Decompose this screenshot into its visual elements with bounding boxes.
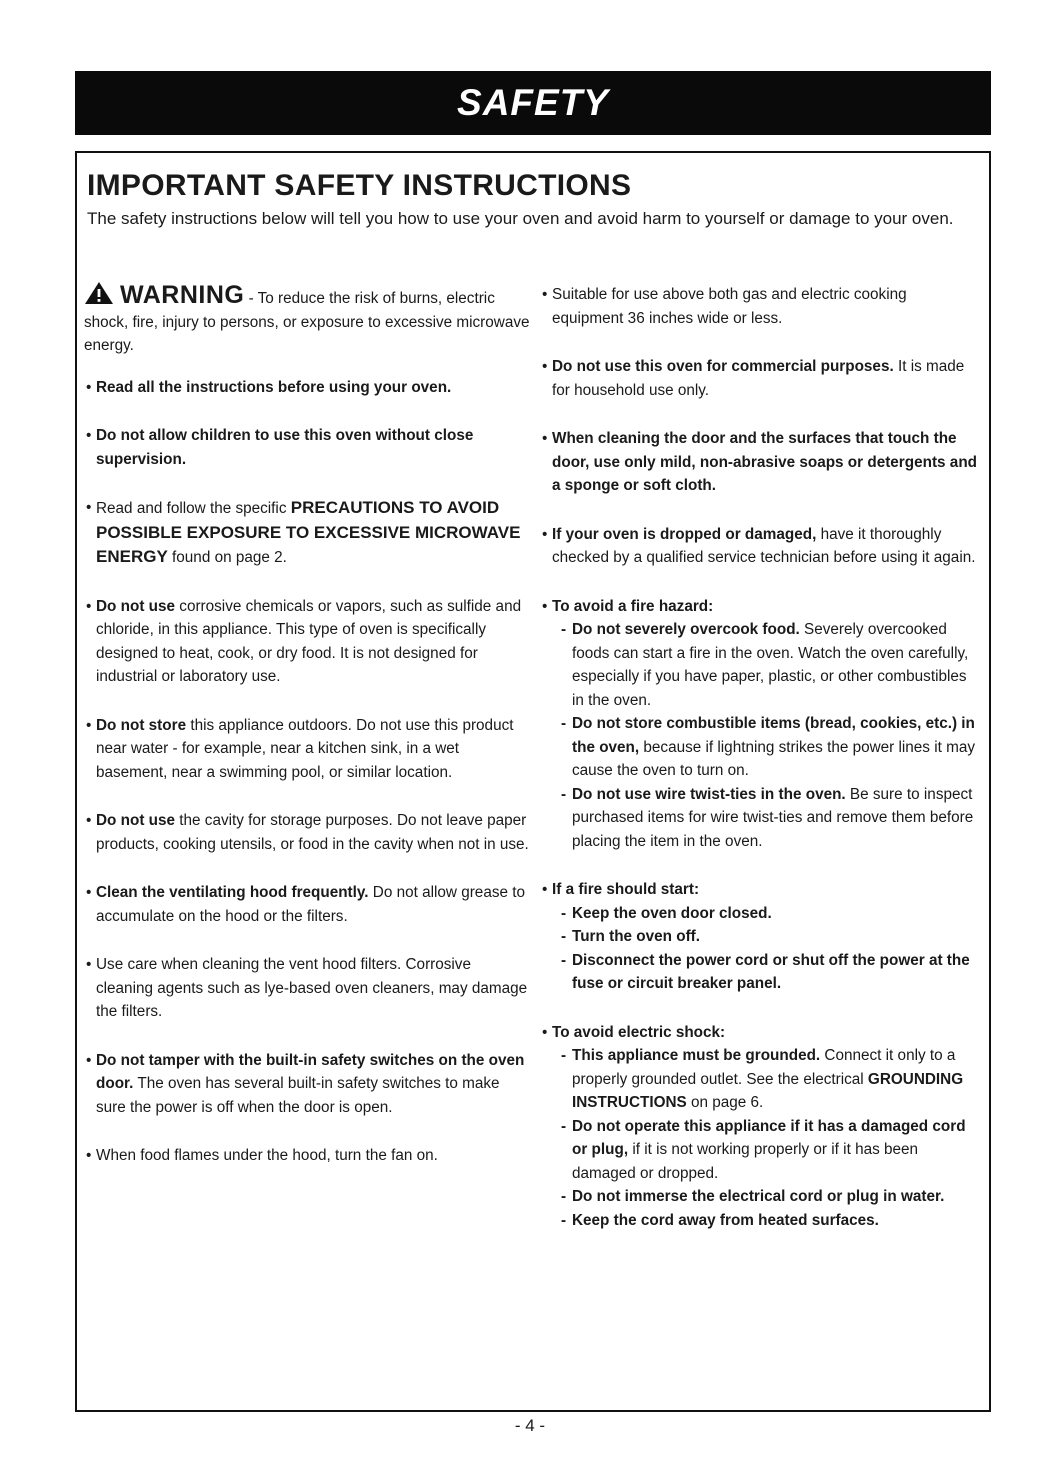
banner-title: SAFETY <box>457 82 609 123</box>
page-title: IMPORTANT SAFETY INSTRUCTIONS <box>87 169 632 202</box>
warning-word: WARNING <box>120 281 245 309</box>
warning-block <box>84 281 530 358</box>
fire-start-section <box>540 878 982 996</box>
sub-item: - Do not immerse the electrical cord or plug in water. <box>552 1185 982 1209</box>
list-item: • When cleaning the door and the surfaces that touch the door, use only mild, non-abrasive soaps or detergents and a sponge or soft cloth. <box>540 427 982 498</box>
right-column <box>540 283 982 1257</box>
list-item: • Do not allow children to use this oven without close supervision. <box>84 424 530 471</box>
sub-item: - Do not use wire twist-ties in the oven. Be sure to inspect purchased items for wire twist-ties and remove them before placing the item in the oven. <box>552 783 982 854</box>
list-item: • Do not store this appliance outdoors. Do not use this product near water - for example, near a kitchen sink, in a wet basement, near a swimming pool, or similar location. <box>84 714 530 785</box>
fire-hazard-title: • To avoid a fire hazard: <box>552 597 714 615</box>
intro-text: The safety instructions below will tell you how to use your oven and avoid harm to yourself or damage to your oven. <box>87 209 954 228</box>
sub-item: - Do not store combustible items (bread, cookies, etc.) in the oven, because if lightning strikes the power lines it may cause the oven to turn on. <box>552 712 982 783</box>
sub-item: - Turn the oven off. <box>552 925 982 949</box>
page-number: - 4 - <box>514 1416 546 1435</box>
list-item: • If your oven is dropped or damaged, have it thoroughly checked by a qualified service technician before using it again. <box>540 523 982 570</box>
fire-hazard-section <box>540 595 982 854</box>
list-item: • Do not use this oven for commercial purposes. It is made for household use only. <box>540 355 982 402</box>
sub-item: - Do not operate this appliance if it has a damaged cord or plug, if it is not working properly or if it has been damaged or dropped. <box>552 1115 982 1186</box>
safety-instructions-box <box>75 151 991 1412</box>
list-item: • Do not use corrosive chemicals or vapors, such as sulfide and chloride, in this appliance. This type of oven is specifically designed to heat, cook, or dry food. It is not designed for industrial or laboratory use. <box>84 595 530 689</box>
list-item: • Do not use the cavity for storage purposes. Do not leave paper products, cooking utensils, or food in the cavity when not in use. <box>84 809 530 856</box>
sub-item: - Keep the cord away from heated surfaces. <box>552 1209 982 1233</box>
list-item: • Use care when cleaning the vent hood filters. Corrosive cleaning agents such as lye-based oven cleaners, may damage the filters. <box>84 953 530 1024</box>
list-item: • Do not tamper with the built-in safety switches on the oven door. The oven has several built-in safety switches to make sure the power is off when the door is open. <box>84 1049 530 1120</box>
warning-text: - To reduce the risk of burns, electric shock, fire, injury to persons, or exposure to excessive microwave energy. <box>84 290 530 354</box>
section-banner <box>75 71 991 135</box>
sub-item: - Disconnect the power cord or shut off the power at the fuse or circuit breaker panel. <box>552 949 982 996</box>
sub-item: - Keep the oven door closed. <box>552 902 982 926</box>
list-item: • When food flames under the hood, turn the fan on. <box>84 1144 530 1168</box>
electric-shock-title: • To avoid electric shock: <box>552 1023 726 1041</box>
list-item: • Read all the instructions before using your oven. <box>84 376 530 400</box>
left-column <box>84 281 530 1193</box>
electric-shock-section <box>540 1021 982 1233</box>
sub-item: - This appliance must be grounded. Connect it only to a properly grounded outlet. See the electrical GROUNDING INSTRUCTIONS on page 6. <box>552 1044 982 1115</box>
list-item: • Clean the ventilating hood frequently. Do not allow grease to accumulate on the hood or the filters. <box>84 881 530 928</box>
list-item: • Read and follow the specific PRECAUTIONS TO AVOID POSSIBLE EXPOSURE TO EXCESSIVE MICROWAVE ENERGY found on page 2. <box>84 496 530 570</box>
list-item: • Suitable for use above both gas and electric cooking equipment 36 inches wide or less. <box>540 283 982 330</box>
fire-start-title: • If a fire should start: <box>552 881 700 898</box>
warning-triangle-icon <box>84 281 114 305</box>
sub-item: - Do not severely overcook food. Severely overcooked foods can start a fire in the oven. Watch the oven carefully, especially if you have paper, plastic, or other combustibles in the oven. <box>552 618 982 712</box>
